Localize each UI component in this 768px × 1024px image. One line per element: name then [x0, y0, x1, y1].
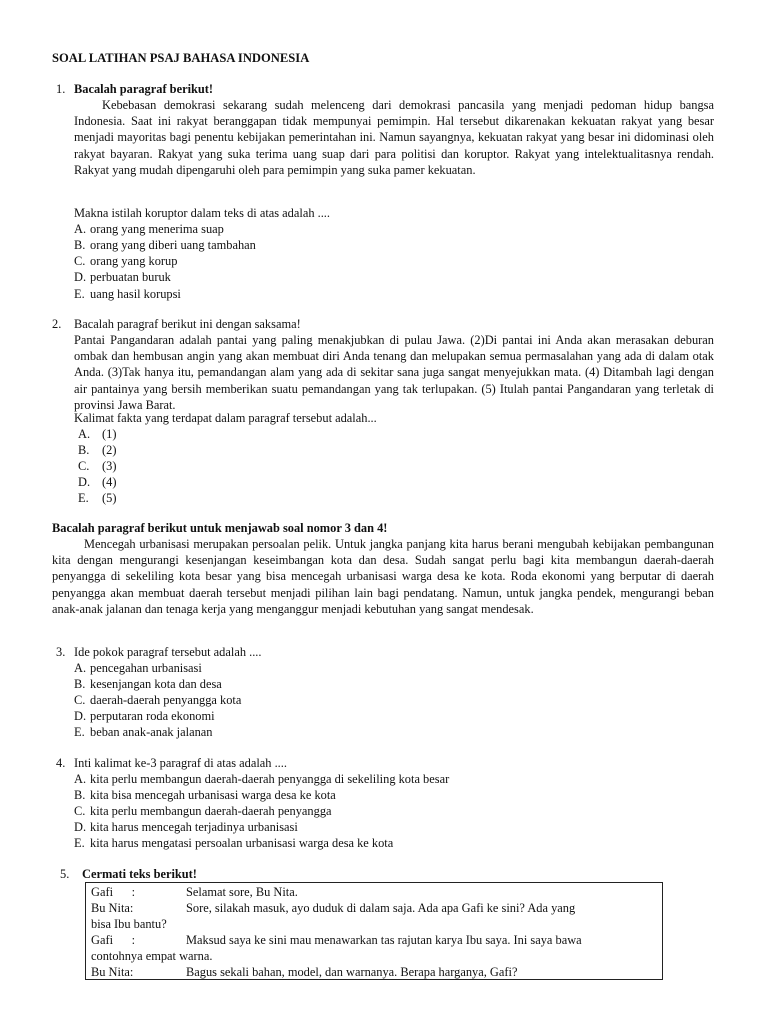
- q1-question: Makna istilah koruptor dalam teks di atas adalah ....: [74, 206, 331, 220]
- section34-instruction: Bacalah paragraf berikut untuk menjawab soal nomor 3 dan 4!: [52, 521, 388, 535]
- dialog-box: [85, 882, 663, 980]
- dialog-line: [91, 900, 575, 916]
- q3-option-b[interactable]: B. kesenjangan kota dan desa: [74, 677, 222, 691]
- q4-option-e[interactable]: E. kita harus mengatasi persoalan urbanisasi warga desa ke kota: [74, 836, 394, 850]
- dialog-line: [91, 932, 582, 948]
- q5-number: 5.: [60, 867, 70, 881]
- q2-instruction: Bacalah paragraf berikut ini dengan saksama!: [74, 317, 301, 331]
- page-title: SOAL LATIHAN PSAJ BAHASA INDONESIA: [52, 51, 310, 65]
- q4-option-b[interactable]: B. kita bisa mencegah urbanisasi warga desa ke kota: [74, 788, 336, 802]
- q5-instruction: Cermati teks berikut!: [82, 867, 197, 881]
- q2-option-a[interactable]: A. (1): [78, 427, 117, 441]
- q1-option-e[interactable]: E. uang hasil korupsi: [74, 287, 181, 301]
- dialog-text: Bagus sekali bahan, model, dan warnanya. Berapa harganya, Gafi?: [186, 965, 518, 979]
- dialog-line: [91, 964, 517, 980]
- q1-option-c[interactable]: C. orang yang korup: [74, 254, 178, 268]
- q2-option-e[interactable]: E. (5): [78, 491, 117, 505]
- q3-question: Ide pokok paragraf tersebut adalah ....: [74, 645, 262, 659]
- q1-option-b[interactable]: B. orang yang diberi uang tambahan: [74, 238, 256, 252]
- q2-option-d[interactable]: D. (4): [78, 475, 117, 489]
- q3-option-d[interactable]: D. perputaran roda ekonomi: [74, 709, 215, 723]
- dialog-text: Selamat sore, Bu Nita.: [186, 885, 298, 899]
- section34-passage: Mencegah urbanisasi merupakan persoalan pelik. Untuk jangka panjang kita harus berani mengubah kebijakan pembangunan kita dengan mengurangi kesenjangan keseimbangan kota dan desa. Sudah sangat perlu bagi kita membangun daerah-daerah penyangga di sekeliling kota besar yang bisa mencegah urbanisasi warga desa ke kota. Roda ekonomi yang berputar di daerah penyangga akan membuat daerah tersebut menjadi pilihan lain bagi pendatang. Namun, untuk jangka pendek, mengurangi beban anak-anak jalanan dan tenaga kerja yang menganggur menjadi kebutuhan yang sangat mendesak.: [52, 537, 714, 616]
- dialog-text: Maksud saya ke sini mau menawarkan tas rajutan karya Ibu saya. Ini saya bawa: [186, 933, 582, 947]
- q4-question: Inti kalimat ke-3 paragraf di atas adalah ....: [74, 756, 287, 770]
- q2-option-c[interactable]: C. (3): [78, 459, 117, 473]
- dialog-continuation: contohnya empat warna.: [91, 949, 213, 963]
- q3-number: 3.: [56, 645, 66, 659]
- q2-option-b[interactable]: B. (2): [78, 443, 117, 457]
- q4-option-d[interactable]: D. kita harus mencegah terjadinya urbanisasi: [74, 820, 298, 834]
- q1-instruction: Bacalah paragraf berikut!: [74, 82, 214, 96]
- q2-number: 2.: [52, 317, 62, 331]
- dialog-speaker: Gafi :: [91, 885, 136, 899]
- q2-passage: Pantai Pangandaran adalah pantai yang paling menakjubkan di pulau Jawa. (2)Di pantai ini Anda akan merasakan deburan ombak dan hembusan angin yang akan membuat diri Anda tenang dan melupakan semua permasalahan yang ada di dalam otak Anda. (3)Tak hanya itu, pemandangan alam yang ada di sekitar sana juga sangat menyejukkan mata. (4) Ditambah lagi dengan air pantainya yang bersih memberikan suatu pemandangan yang tak terlupakan. (5) Itulah pantai Pangandaran yang terletak di provinsi Jawa Barat.: [74, 333, 714, 412]
- q3-option-e[interactable]: E. beban anak-anak jalanan: [74, 725, 213, 739]
- dialog-speaker: Gafi :: [91, 933, 136, 947]
- q4-number: 4.: [56, 756, 66, 770]
- q1-option-d[interactable]: D. perbuatan buruk: [74, 270, 171, 284]
- q4-option-c[interactable]: C. kita perlu membangun daerah-daerah penyangga: [74, 804, 332, 818]
- dialog-speaker: Bu Nita:: [91, 901, 134, 915]
- dialog-text: Sore, silakah masuk, ayo duduk di dalam saja. Ada apa Gafi ke sini? Ada yang: [186, 901, 576, 915]
- q3-option-a[interactable]: A. pencegahan urbanisasi: [74, 661, 202, 675]
- dialog-continuation: bisa Ibu bantu?: [91, 917, 167, 931]
- q1-passage: Kebebasan demokrasi sekarang sudah melenceng dari demokrasi pancasila yang menjadi pedoman hidup bangsa Indonesia. Saat ini rakyat beranggapan tidak mempunyai pemimpin. Hal tersebut dikarenakan kekuatan rakyat yang besar menjadi mayoritas bagi penentu kebijakan pemerintahan ini. Namun sayangnya, kekuatan rakyat yang besar ini didominasi oleh rakyat bayaran. Rakyat yang suka terima uang suap dari para politisi dan koruptor. Rakyat yang intelektualitasnya rendah. Rakyat yang mudah dipengaruhi oleh para pemimpin yang suka pamer kekuatan.: [74, 98, 714, 177]
- q3-option-c[interactable]: C. daerah-daerah penyangga kota: [74, 693, 242, 707]
- dialog-line: [91, 884, 298, 900]
- q2-question: Kalimat fakta yang terdapat dalam paragraf tersebut adalah...: [74, 411, 377, 425]
- dialog-speaker: Bu Nita:: [91, 965, 134, 979]
- q4-option-a[interactable]: A. kita perlu membangun daerah-daerah penyangga di sekeliling kota besar: [74, 772, 450, 786]
- q1-number: 1.: [56, 82, 66, 96]
- q1-option-a[interactable]: A. orang yang menerima suap: [74, 222, 224, 236]
